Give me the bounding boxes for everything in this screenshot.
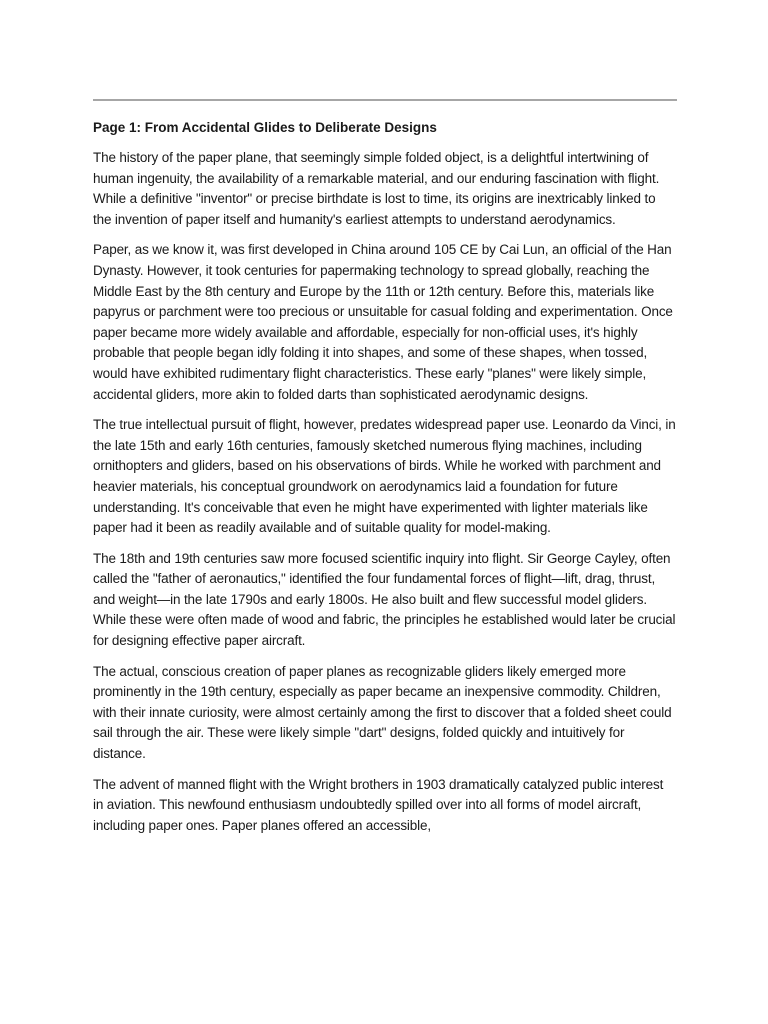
- page-heading: Page 1: From Accidental Glides to Deliberate Designs: [93, 120, 437, 135]
- paragraph-4: The 18th and 19th centuries saw more focused scientific inquiry into flight. Sir George Cayley, often called the "father of aeronautics," identified the four fundamental forces of flight—lift, drag, thrust, and weight—in the late 1790s and early 1800s. He also built and flew successful model gliders. While these were often made of wood and fabric, the principles he established would later be crucial for designing effective paper aircraft.: [93, 550, 676, 649]
- paragraph-2: Paper, as we know it, was first developed in China around 105 CE by Cai Lun, an official of the Han Dynasty. However, it took centuries for papermaking technology to spread globally, reaching the Middle East by the 8th century and Europe by the 11th or 12th century. Before this, materials like papyrus or parchment were too precious or unsuitable for casual folding and experimentation. Once paper became more widely available and affordable, especially for non-official uses, it's highly probable that people began idly folding it into shapes, and some of these shapes, when tossed, would have exhibited rudimentary flight characteristics. These early "planes" were likely simple, accidental gliders, more akin to folded darts than sophisticated aerodynamic designs.: [93, 242, 673, 402]
- paragraph-3: The true intellectual pursuit of flight, however, predates widespread paper use. Leonardo da Vinci, in the late 15th and early 16th centuries, famously sketched numerous flying machines, including ornithopters and gliders, based on his observations of birds. While he worked with parchment and heavier materials, his conceptual groundwork on aerodynamics laid a foundation for future understanding. It's conceivable that even he might have experimented with lighter materials like paper had it been as readily available and of suitable quality for model-making.: [93, 417, 676, 536]
- top-divider: [93, 99, 677, 101]
- paragraph-6: The advent of manned flight with the Wright brothers in 1903 dramatically catalyzed public interest in aviation. This newfound enthusiasm undoubtedly spilled over into all forms of model aircraft, including paper ones. Paper planes offered an accessible,: [93, 776, 664, 833]
- paragraph-1: The history of the paper plane, that seemingly simple folded object, is a delightful intertwining of human ingenuity, the availability of a remarkable material, and our enduring fascination with flight. While a definitive "inventor" or precise birthdate is lost to time, its origins are inextricably linked to the invention of paper itself and humanity's earliest attempts to understand aerodynamics.: [93, 150, 660, 227]
- document-page: [93, 99, 677, 846]
- paragraph-5: The actual, conscious creation of paper planes as recognizable gliders likely emerged more prominently in the 19th century, especially as paper became an inexpensive commodity. Children, with their innate curiosity, were almost certainly among the first to discover that a folded sheet could sail through the air. These were likely simple "dart" designs, folded quickly and intuitively for distance.: [93, 663, 672, 762]
